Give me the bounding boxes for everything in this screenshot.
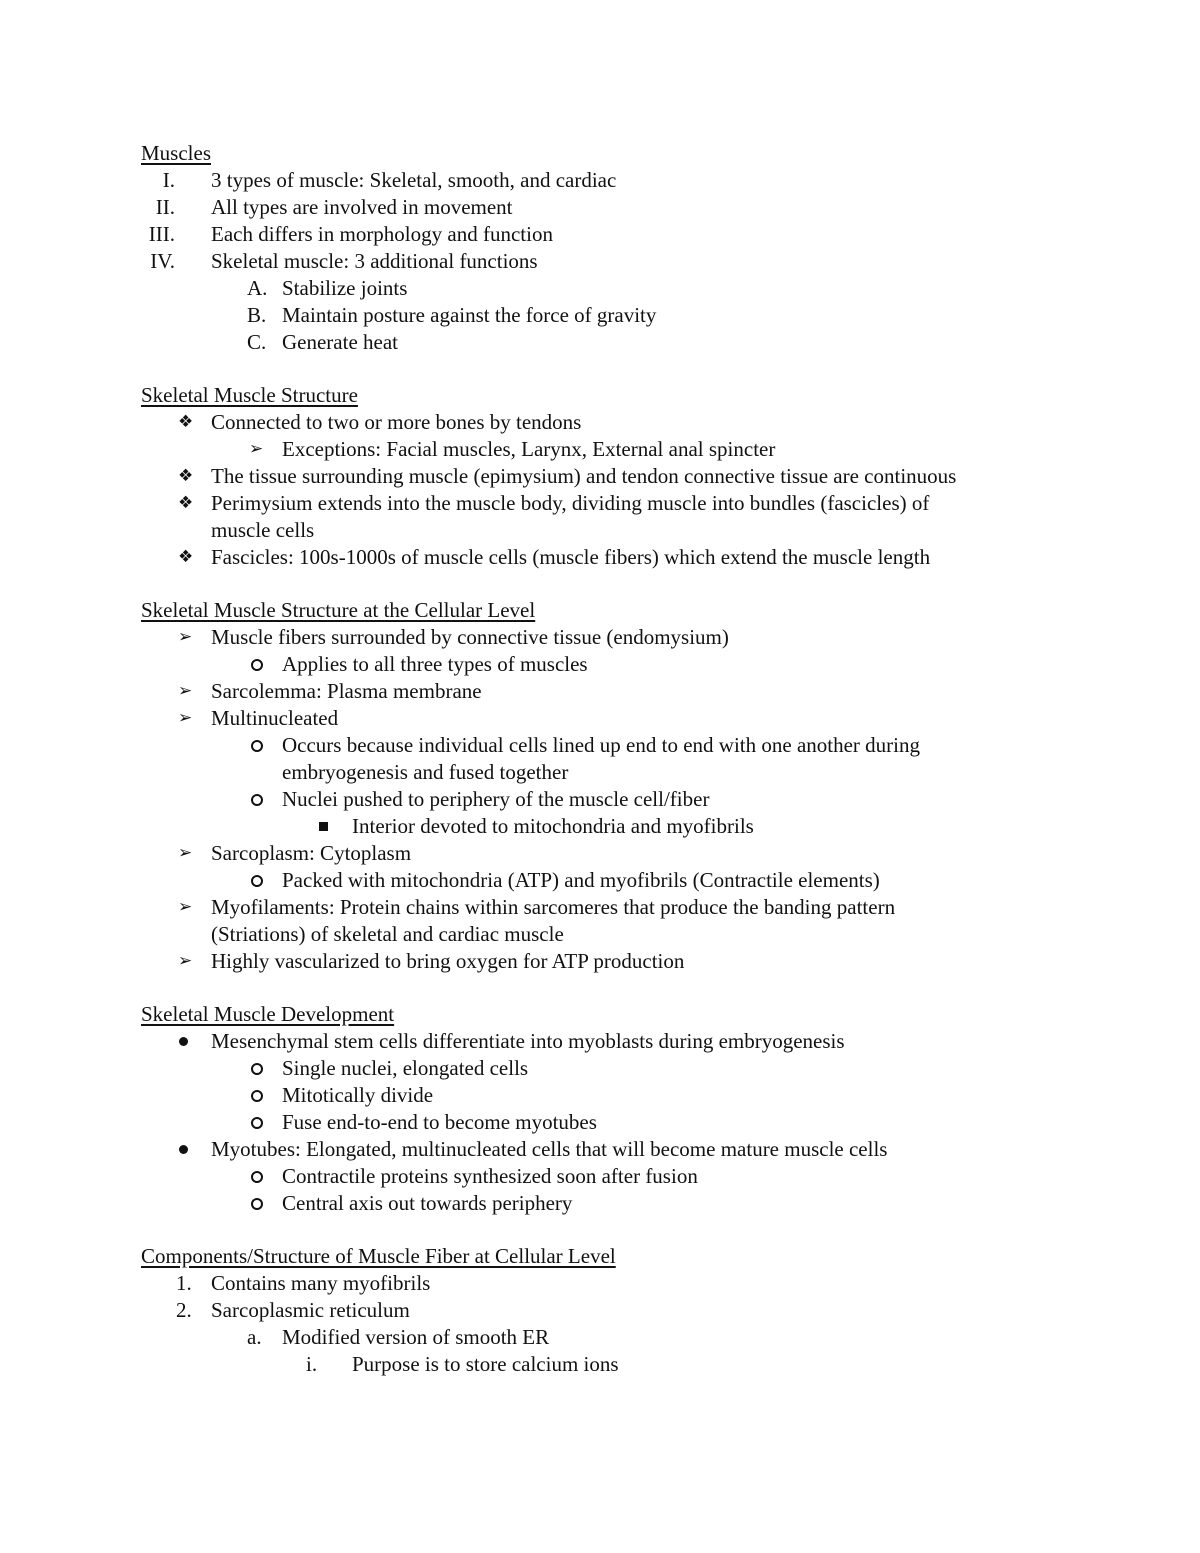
- list-item-text: Modified version of smooth ER: [282, 1325, 550, 1349]
- list-item: [0, 651, 1200, 678]
- list-item: [0, 867, 1200, 894]
- list-item: [0, 1351, 1200, 1378]
- list-item-text: Sarcoplasm: Cytoplasm: [211, 841, 412, 865]
- number-marker: 2.: [176, 1298, 192, 1322]
- list-item-text: Nuclei pushed to periphery of the muscle cell/fiber: [282, 787, 710, 811]
- roman-numeral-marker: I.: [162, 168, 175, 192]
- list-item-continuation: [0, 517, 1200, 544]
- list-item-text: Stabilize joints: [282, 276, 408, 300]
- list-item-text: Mitotically divide: [282, 1083, 434, 1107]
- list-item-text: Contractile proteins synthesized soon after fusion: [282, 1164, 698, 1188]
- list-item-text: Interior devoted to mitochondria and myofibrils: [352, 814, 754, 838]
- section-heading-row: [0, 140, 1200, 167]
- list-item-text: embryogenesis and fused together: [282, 760, 569, 784]
- list-item-text: Skeletal muscle: 3 additional functions: [211, 249, 538, 273]
- list-item: [0, 436, 1200, 463]
- roman-numeral-marker: III.: [148, 222, 175, 246]
- list-item: [0, 1136, 1200, 1163]
- section-heading-muscles: Muscles: [141, 141, 211, 165]
- list-item-text: Highly vascularized to bring oxygen for ATP production: [211, 949, 685, 973]
- list-item-text: Connected to two or more bones by tendons: [211, 410, 582, 434]
- arrow-bullet-icon: ➢: [178, 708, 193, 728]
- section-heading-row: [0, 382, 1200, 409]
- list-item: [0, 813, 1200, 840]
- list-item: [0, 1055, 1200, 1082]
- diamond-bullet-icon: ❖: [178, 493, 194, 513]
- arrow-bullet-icon: ➢: [178, 951, 193, 971]
- list-item-text: Sarcoplasmic reticulum: [211, 1298, 410, 1322]
- diamond-bullet-icon: ❖: [178, 547, 194, 567]
- number-marker: 1.: [176, 1271, 192, 1295]
- list-item-text: Applies to all three types of muscles: [282, 652, 588, 676]
- list-item: [0, 840, 1200, 867]
- square-bullet-icon: [319, 822, 328, 831]
- list-item-text: Multinucleated: [211, 706, 339, 730]
- arrow-bullet-icon: ➢: [178, 897, 193, 917]
- list-item-text: Fascicles: 100s-1000s of muscle cells (muscle fibers) which extend the muscle length: [211, 545, 931, 569]
- list-item: [0, 786, 1200, 813]
- ring-bullet-icon: [251, 1090, 263, 1102]
- list-item-text: muscle cells: [211, 518, 315, 542]
- list-item: [0, 705, 1200, 732]
- dot-bullet-icon: [179, 1037, 188, 1046]
- ring-bullet-icon: [251, 875, 263, 887]
- list-item-text: Contains many myofibrils: [211, 1271, 431, 1295]
- diamond-bullet-icon: ❖: [178, 466, 194, 486]
- arrow-bullet-icon: ➢: [178, 627, 193, 647]
- list-item: [0, 678, 1200, 705]
- section-heading-development: Skeletal Muscle Development: [141, 1002, 395, 1026]
- list-item-continuation: [0, 759, 1200, 786]
- ring-bullet-icon: [251, 1117, 263, 1129]
- list-item: [0, 409, 1200, 436]
- list-item-text: Sarcolemma: Plasma membrane: [211, 679, 482, 703]
- arrow-bullet-icon: ➢: [178, 681, 193, 701]
- list-item-text: The tissue surrounding muscle (epimysium) and tendon connective tissue are continuous: [211, 464, 957, 488]
- section-heading-row: [0, 1243, 1200, 1270]
- roman-numeral-marker: II.: [155, 195, 175, 219]
- list-item: [0, 490, 1200, 517]
- ring-bullet-icon: [251, 1063, 263, 1075]
- list-item-continuation: [0, 921, 1200, 948]
- roman-numeral-marker: IV.: [150, 249, 175, 273]
- ring-bullet-icon: [251, 794, 263, 806]
- list-item-text: Fuse end-to-end to become myotubes: [282, 1110, 597, 1134]
- letter-marker: A.: [247, 276, 268, 300]
- list-item: [0, 1028, 1200, 1055]
- ring-bullet-icon: [251, 1171, 263, 1183]
- list-item-text: Generate heat: [282, 330, 399, 354]
- list-item: [0, 624, 1200, 651]
- letter-marker: B.: [247, 303, 267, 327]
- arrow-bullet-icon: ➢: [249, 439, 264, 459]
- list-item: [0, 463, 1200, 490]
- list-item-text: Exceptions: Facial muscles, Larynx, External anal spincter: [282, 437, 776, 461]
- list-item: [0, 948, 1200, 975]
- letter-marker: a.: [247, 1325, 262, 1349]
- list-item-text: Maintain posture against the force of gravity: [282, 303, 657, 327]
- list-item-text: Each differs in morphology and function: [211, 222, 553, 246]
- list-item: [0, 1163, 1200, 1190]
- list-item: [0, 1297, 1200, 1324]
- document-page: [0, 140, 1200, 1378]
- letter-marker: C.: [247, 330, 267, 354]
- roman-numeral-marker: i.: [306, 1352, 318, 1376]
- section-heading-row: [0, 597, 1200, 624]
- list-item: [0, 732, 1200, 759]
- list-item-text: 3 types of muscle: Skeletal, smooth, and cardiac: [211, 168, 617, 192]
- list-item-text: Myotubes: Elongated, multinucleated cells that will become mature muscle cells: [211, 1137, 888, 1161]
- list-item: [0, 544, 1200, 571]
- list-item: [0, 1270, 1200, 1297]
- list-item: [0, 194, 1200, 221]
- list-item: [0, 894, 1200, 921]
- list-item-text: Muscle fibers surrounded by connective tissue (endomysium): [211, 625, 729, 649]
- list-item: [0, 1109, 1200, 1136]
- section-heading-row: [0, 1001, 1200, 1028]
- list-item: [0, 275, 1200, 302]
- list-item: [0, 1190, 1200, 1217]
- ring-bullet-icon: [251, 659, 263, 671]
- list-item-text: Mesenchymal stem cells differentiate into myoblasts during embryogenesis: [211, 1029, 845, 1053]
- list-item: [0, 302, 1200, 329]
- list-item-text: Single nuclei, elongated cells: [282, 1056, 529, 1080]
- list-item: [0, 167, 1200, 194]
- ring-bullet-icon: [251, 740, 263, 752]
- list-item: [0, 248, 1200, 275]
- ring-bullet-icon: [251, 1198, 263, 1210]
- section-heading-components: Components/Structure of Muscle Fiber at Cellular Level: [141, 1244, 616, 1268]
- list-item-text: (Striations) of skeletal and cardiac muscle: [211, 922, 564, 946]
- list-item-text: All types are involved in movement: [211, 195, 513, 219]
- list-item-text: Myofilaments: Protein chains within sarcomeres that produce the banding pattern: [211, 895, 896, 919]
- diamond-bullet-icon: ❖: [178, 412, 194, 432]
- list-item-text: Packed with mitochondria (ATP) and myofibrils (Contractile elements): [282, 868, 880, 892]
- list-item-text: Occurs because individual cells lined up end to end with one another during: [282, 733, 920, 757]
- dot-bullet-icon: [179, 1145, 188, 1154]
- list-item: [0, 329, 1200, 356]
- list-item-text: Central axis out towards periphery: [282, 1191, 573, 1215]
- list-item-text: Perimysium extends into the muscle body, dividing muscle into bundles (fascicles) of: [211, 491, 930, 515]
- arrow-bullet-icon: ➢: [178, 843, 193, 863]
- section-heading-skeletal-structure: Skeletal Muscle Structure: [141, 383, 358, 407]
- list-item-text: Purpose is to store calcium ions: [352, 1352, 619, 1376]
- list-item: [0, 221, 1200, 248]
- section-heading-cellular-level: Skeletal Muscle Structure at the Cellular Level: [141, 598, 536, 622]
- list-item: [0, 1324, 1200, 1351]
- list-item: [0, 1082, 1200, 1109]
